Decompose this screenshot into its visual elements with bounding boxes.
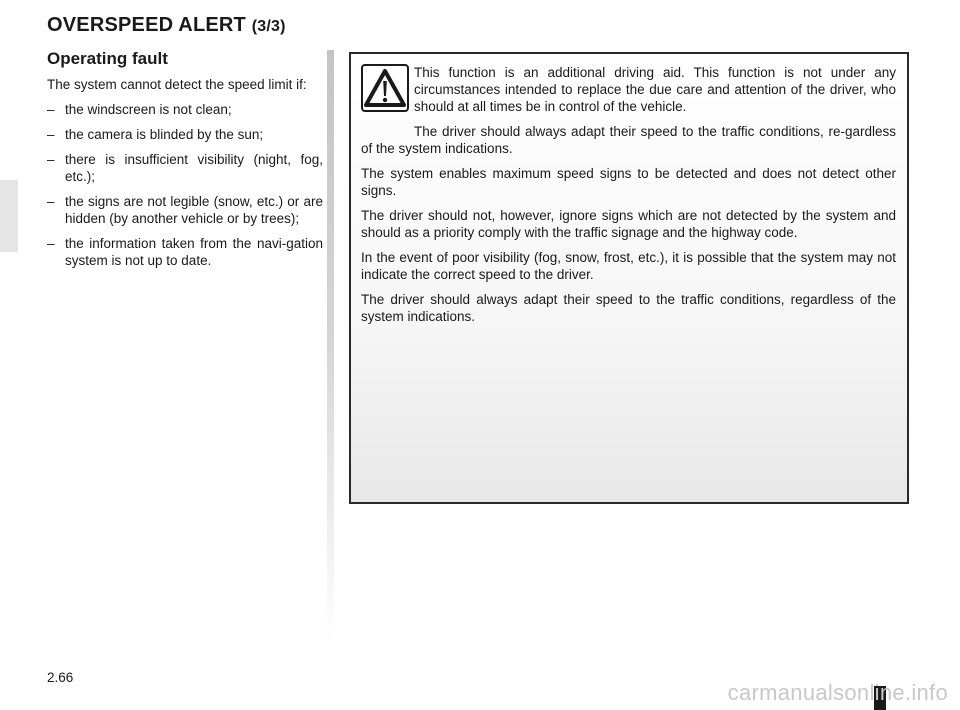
- operating-fault-section: [47, 50, 323, 277]
- list-item-text: there is insufficient visibility (night, fog, etc.);: [65, 152, 323, 184]
- list-item: [47, 151, 323, 185]
- warning-paragraph: The system enables maximum speed signs to be detected and does not detect other signs.: [361, 166, 896, 198]
- list-item-text: the signs are not legible (snow, etc.) or are hidden (by another vehicle or by trees);: [65, 194, 323, 226]
- chapter-tab-marker: [0, 180, 18, 252]
- page-part-indicator: (3/3): [251, 18, 286, 35]
- dash-bullet: –: [47, 194, 55, 209]
- list-item-text: the information taken from the navi-gation system is not up to date.: [65, 236, 323, 268]
- list-item-text: the camera is blinded by the sun;: [65, 127, 264, 142]
- watermark-text: carmanualsonline.info: [727, 680, 948, 705]
- list-item: [47, 126, 323, 143]
- dash-bullet: –: [47, 152, 55, 167]
- list-item: [47, 235, 323, 269]
- intro-text: The system cannot detect the speed limit if:: [47, 77, 307, 92]
- column-divider: [327, 50, 334, 645]
- page-number: 2.66: [47, 670, 74, 685]
- dash-bullet: –: [47, 127, 55, 142]
- warning-paragraph: This function is an additional driving aid. This function is not under any circumstances intended to replace the due care and attention of the driver, who should at all times be in control of the vehicle.: [414, 65, 896, 114]
- warning-paragraph: The driver should not, however, ignore signs which are not detected by the system and should as a priority comply with the traffic signage and the highway code.: [361, 208, 896, 240]
- page-title-text: OVERSPEED ALERT: [47, 14, 246, 36]
- list-item: [47, 193, 323, 227]
- warning-triangle-icon: [361, 64, 409, 112]
- list-item-text: the windscreen is not clean;: [65, 102, 232, 117]
- warning-paragraph: In the event of poor visibility (fog, snow, frost, etc.), it is possible that the system may not indicate the correct speed to the driver.: [361, 250, 896, 282]
- section-heading: Operating fault: [47, 49, 168, 68]
- fault-conditions-list: [47, 101, 323, 269]
- warning-paragraph: The driver should always adapt their speed to the traffic conditions, regardless of the system indications.: [361, 292, 896, 324]
- list-item: [47, 101, 323, 118]
- page-title: [47, 14, 286, 37]
- dash-bullet: –: [47, 236, 55, 251]
- warning-box: [349, 52, 909, 504]
- warning-paragraph: The driver should always adapt their speed to the traffic conditions, re-gardless of the system indications.: [361, 124, 896, 156]
- dash-bullet: –: [47, 102, 55, 117]
